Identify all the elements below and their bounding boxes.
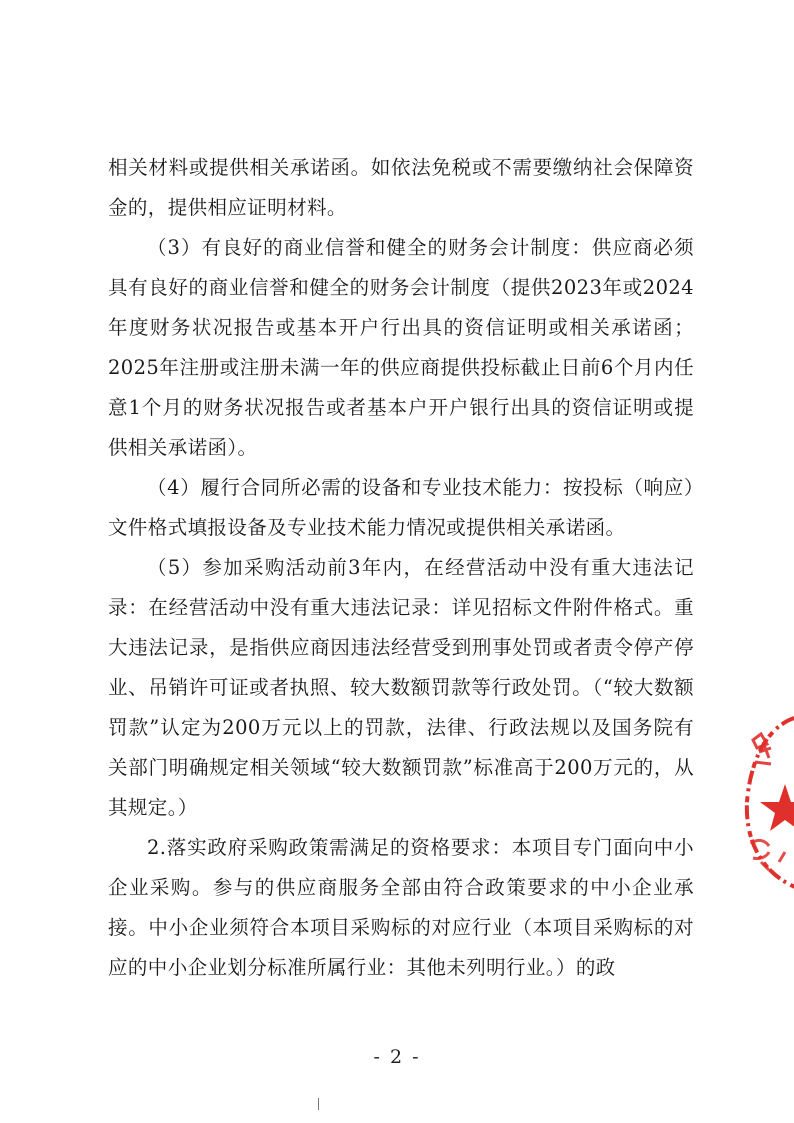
paragraph-3: （4）履行合同所必需的设备和专业技术能力：按投标（响应）文件格式填报设备及专业技术能力情况或提供相关承诺函。: [108, 476, 694, 539]
official-seal-icon: [733, 712, 794, 892]
paragraph-2: （3）有良好的商业信誉和健全的财务会计制度：供应商必须具有良好的商业信誉和健全的财务会计制度（提供2023年或2024年度财务状况报告或基本开户行出具的资信证明或相关承诺函；2025年注册或注册未满一年的供应商提供投标截止日前6个月内任意1个月的财务状况报告或者基本户开户银行出具的资信证明或提供相关承诺函）。: [108, 236, 694, 459]
page-number: - 2 -: [373, 1046, 421, 1068]
document-body: [108, 148, 694, 988]
paragraph-5: 2.落实政府采购政策需满足的资格要求：本项目专门面向中小企业采购。参与的供应商服务全部由符合政策要求的中小企业承接。中小企业须符合本项目采购标的对应行业（本项目采购标的对应的中小企业划分标准所属行业：其他未列明行业。）的政: [108, 836, 694, 979]
paragraph-4: （5）参加采购活动前3年内，在经营活动中没有重大违法记录：在经营活动中没有重大违法记录：详见招标文件附件格式。重大违法记录，是指供应商因违法经营受到刑事处罚或者责令停产停业、吊销许可证或者执照、较大数额罚款等行政处罚。（“较大数额罚款”认定为200万元以上的罚款，法律、行政法规以及国务院有关部门明确规定相关领域“较大数额罚款”标准高于200万元的，从其规定。）: [108, 556, 694, 819]
scan-artifact: [318, 1098, 319, 1110]
paragraph-1: 相关材料或提供相关承诺函。如依法免税或不需要缴纳社会保障资金的，提供相应证明材料。: [108, 156, 694, 219]
